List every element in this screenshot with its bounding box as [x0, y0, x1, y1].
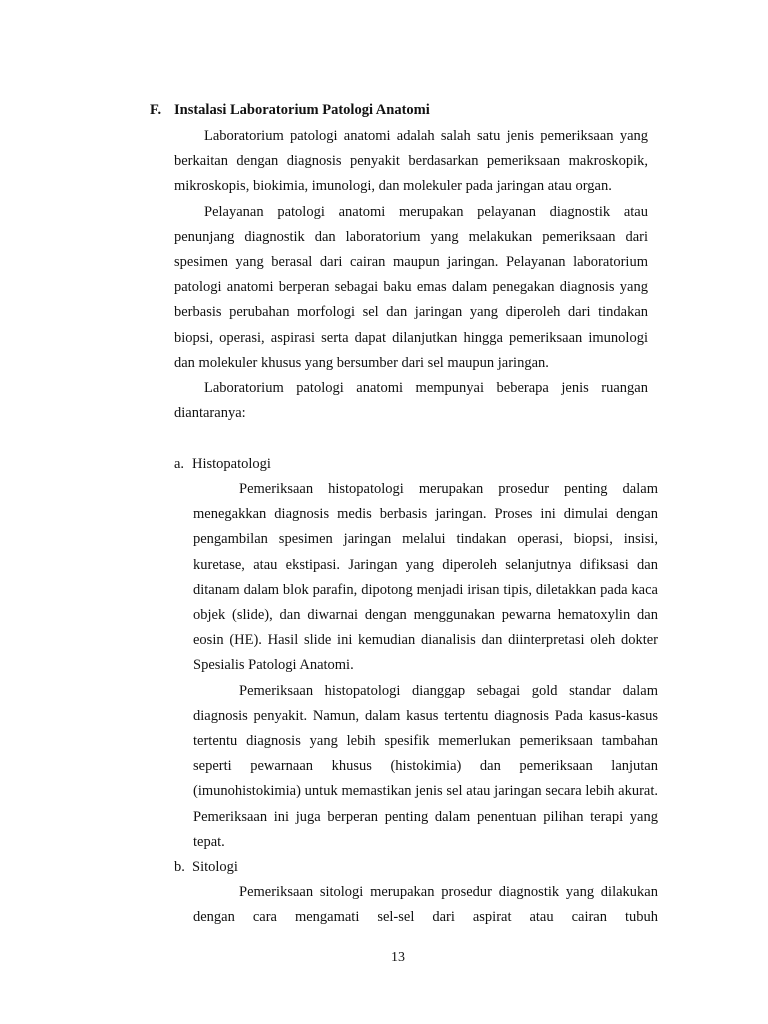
- subsection-paragraph: Pemeriksaan histopatologi dianggap sebagai gold standar dalam diagnosis penyakit. Namun, dalam kasus tertentu diagnosis Pada kasus-kasus tertentu diagnosis yang lebih spesifik memerlukan pemeriksaan tambahan seperti pewarnaan khusus (histokimia) dan pemeriksaan lanjutan (imunohistokimia) untuk memastikan jenis sel atau jaringan secara lebih akurat. Pemeriksaan ini juga berperan penting dalam penentuan pilihan terapi yang tepat.: [193, 682, 658, 850]
- subsection-title: Histopatologi: [192, 456, 271, 472]
- section-paragraph: Pelayanan patologi anatomi merupakan pelayanan diagnostik atau penunjang diagnostik dan laboratorium yang melakukan pemeriksaan dari spesimen yang berasal dari cairan maupun jaringan. Pelayanan laboratorium patologi anatomi berperan sebagai baku emas dalam penegakan diagnosis yang berbasis perubahan morfologi sel dan jaringan yang diperoleh dari tindakan biopsi, operasi, aspirasi serta dapat dilanjutkan hingga pemeriksaan imunologi dan molekuler khusus yang bersumber dari sel maupun jaringan.: [174, 203, 648, 371]
- subsection-heading-sitologi: [174, 857, 238, 877]
- subsection-body-histopatologi: [193, 477, 658, 855]
- subsection-body-sitologi: [193, 880, 658, 930]
- subsection-paragraph: Pemeriksaan sitologi merupakan prosedur diagnostik yang dilakukan dengan cara mengamati sel-sel dari aspirat atau cairan tubuh: [193, 884, 658, 926]
- subsection-letter: a.: [174, 456, 185, 472]
- section-paragraph: Laboratorium patologi anatomi mempunyai beberapa jenis ruangan diantaranya:: [174, 380, 648, 422]
- page-number: 13: [391, 950, 405, 965]
- section-title: Instalasi Laboratorium Patologi Anatomi: [174, 102, 430, 118]
- section-paragraph: Laboratorium patologi anatomi adalah salah satu jenis pemeriksaan yang berkaitan dengan diagnosis penyakit berdasarkan pemeriksaan makroskopik, mikroskopis, biokimia, imunologi, dan molekuler pada jaringan atau organ.: [174, 128, 648, 195]
- section-heading: [150, 100, 430, 120]
- subsection-paragraph: Pemeriksaan histopatologi merupakan prosedur penting dalam menegakkan diagnosis medis berbasis jaringan. Proses ini dimulai dengan pengambilan spesimen jaringan melalui tindakan operasi, biopsi, insisi, kuretase, atau ekstipasi. Jaringan yang diperoleh selanjutnya difiksasi dan ditanam dalam blok parafin, dipotong menjadi irisan tipis, diletakkan pada kaca objek (slide), dan diwarnai dengan menggunakan pewarna hematoxylin dan eosin (HE). Hasil slide ini kemudian dianalisis dan diinterpretasi oleh dokter Spesialis Patologi Anatomi.: [193, 481, 658, 674]
- subsection-heading-histopatologi: [174, 454, 271, 474]
- section-body: [174, 124, 648, 426]
- section-number: F.: [150, 102, 162, 118]
- subsection-title: Sitologi: [192, 859, 238, 875]
- subsection-letter: b.: [174, 859, 185, 875]
